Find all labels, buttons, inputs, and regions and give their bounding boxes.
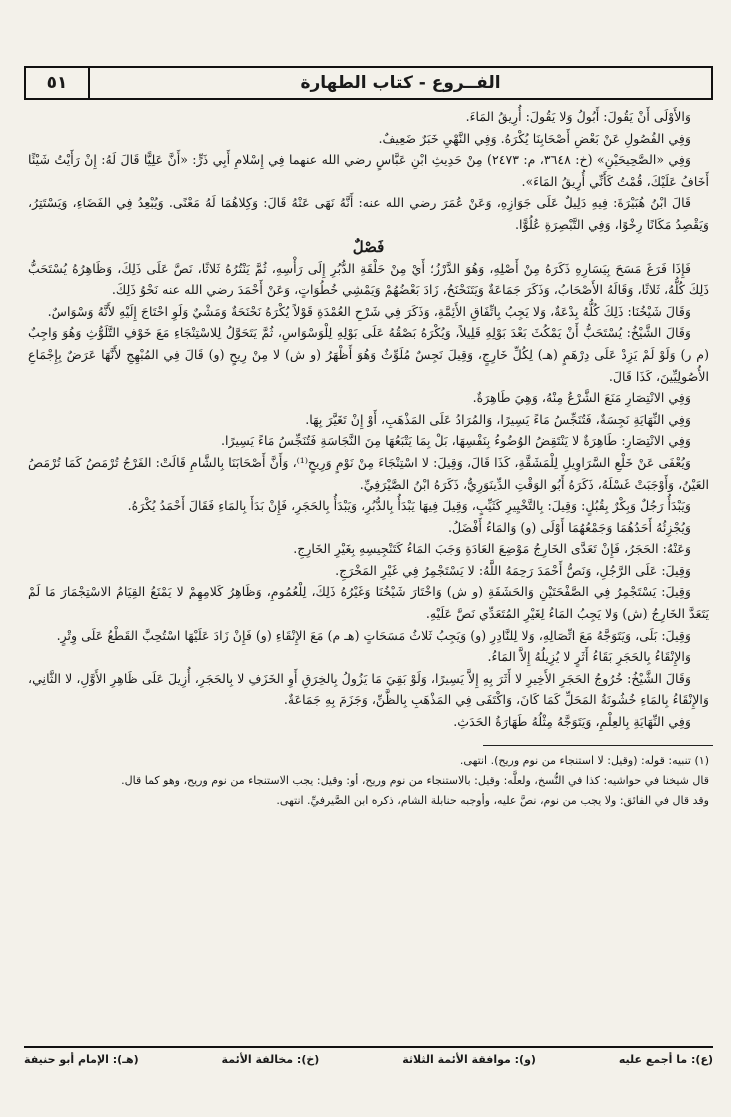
paragraph: وَيُجْزِئُهُ أَحَدُهُمَا وَجَمْعُهُمَا أَوْلَى (و) وَالمَاءُ أَفْضَلُ. xyxy=(447,519,691,535)
legend-item: (هـ): الإمام أبو حنيفة xyxy=(24,1053,139,1066)
legend-item: (ع): ما أجمع عليه xyxy=(618,1053,713,1066)
header-title: الفــروع - كتاب الطهارة xyxy=(300,73,501,93)
paragraph: وَالأَوْلَى أَنْ يَقُولَ: أَبُولُ وَلا يَقُولَ: أُرِيقُ المَاءَ. xyxy=(465,109,691,124)
paragraph: وَفِي الانْتِصَارِ مَنَعَ الشَّرْعُ مِنْهُ، وَهِيَ طَاهِرَةٌ. xyxy=(472,390,691,406)
page-number: ٥١ xyxy=(26,68,90,98)
footnote: قال شيخنا في حواشيه: كذا في النُّسخ، ولعلَّه: وقيل: بالاستنجاء من نوم وريح، أو: وقيل: يجب الاستنجاء من نوم وريح، وهو كما قال. xyxy=(121,773,709,787)
section-heading: فَصْلٌ xyxy=(352,237,385,256)
paragraph: وَفِي النِّهَايَةِ بِالعِلْمِ، وَيَتَوَجَّهُ مِثْلُهُ طَهَارَةُ الحَدَثِ. xyxy=(453,714,691,730)
paragraph: وَقَالَ الشَّيْخُ: يُسْتَحَبُّ أَنْ يَمْكُثَ بَعْدَ بَوْلِهِ قَلِيلاً، وَيُكْرَهُ بَصْقُهُ عَلَى بَوْلِهِ لِلْوَسْوَاسِ، ثُمَّ يَتَحَوَّلُ لِلاسْتِنْجَاءِ مَعَ خَوْفِ التَّلَوُّثِ وَهُوَ وَاجِبٌ (م ر) وَلَوْ لَمْ يَزِدْ عَلَى دِرْهَمٍ (هـ) لِكُلِّ خَارِجٍ، وَقِيلَ نَجِسٌ مُلَوِّثٌ وَهُوَ أَظْهَرُ (و ش) لا مِنْ رِيحٍ (و) قَالَ فِي المُبْهِجِ لأَنَّهَا عَرَضٌ بِإِجْمَاعِ الأُصُولِيِّينَ، كَذَا قَالَ. xyxy=(28,325,709,384)
legend-item: (و): موافقة الأئمة الثلاثة xyxy=(402,1053,536,1066)
footnote: وقد قال في الفائق: ولا يجب من نوم، نصَّ عليه، وأوجبه حنابلة الشام، ذكره ابن الصَّيرفيِّ. انتهى. xyxy=(276,793,709,807)
paragraph: وَقَالَ شَيْخُنَا: ذَلِكَ كُلُّهُ بِدْعَةٌ، وَلا يَجِبُ بِاتِّفَاقِ الأَئِمَّةِ، وَذَكَرَ فِي شَرْحِ العُمْدَةِ قَوْلاً يُكْرَهُ نَحْنَحَةٌ وَمَشْيٌ وَلَوِ احْتَاجَ إِلَيْهِ لأَنَّهُ وَسْوَاسٌ. xyxy=(47,303,691,319)
paragraph: وَقِيلَ: عَلَى الرَّجُلِ، وَنَصُّ أَحْمَدَ رَحِمَهُ اللَّهُ: لا يَسْتَجْمِرُ فِي غَيْرِ المَخْرَجِ. xyxy=(335,562,691,578)
paragraph: وَقِيلَ: يَسْتَجْمِرُ فِي الصَّفْحَتَيْنِ وَالحَشَفَةِ (و ش) وَاخْتَارَ شَيْخُنَا وَغَيْرُهُ ذَلِكَ، لِلْعُمُومِ، وَظَاهِرُ كَلامِهِمْ لا يَمْنَعُ القِيَامُ الاسْتِجْمَارَ مَا لَمْ يَتَعَدَّ الخَارِجُ (ش) وَلا يَجِبُ المَاءُ لِغَيْرِ المُتَعَدِّي نَصَّ عَلَيْهِ. xyxy=(28,584,709,622)
paragraph: وَفِي النِّهَايَةِ نَجِسَةٌ، فَتُنَجِّسُ مَاءً يَسِيرًا، وَالمُرَادُ عَلَى المَذْهَبِ، أَوْ إِنْ تَغَيَّرَ بِهَا. xyxy=(305,411,691,427)
paragraph: فَإِذَا فَرَغَ مَسَحَ بِيَسَارِهِ ذَكَرَهُ مِنْ أَصْلِهِ، وَهُوَ الدَّرْزُ؛ أَيْ مِنْ حَلْقَةِ الدُّبُرِ إِلَى رَأْسِهِ، ثُمَّ يَنْتُرُهُ ثَلاثًا، نَصَّ عَلَى ذَلِكَ، وَظَاهِرُهُ يُسْتَحَبُّ ذَلِكَ كُلُّهُ، ثَلاثًا، وَقَالَهُ الأَصْحَابُ، وَذَكَرَ جَمَاعَةٌ وَيَتَنَحْنَحُ، زَادَ بَعْضُهُمْ وَيَمْشِي خُطُوَاتٍ، وَعَنْ أَحْمَدَ رضي الله عنه نَحْوُ ذَلِكَ. xyxy=(28,260,709,298)
running-header xyxy=(24,66,713,100)
abbreviation-legend xyxy=(24,1046,713,1066)
paragraph: وَيَبْدَأُ رَجُلٌ وَبِكْرٌ بِقُبُلٍ: وَقِيلَ: بِالتَّخْيِيرِ كَثَيِّبٍ، وَقِيلَ فِيهَا يَبْدَأُ بِالدُّبُرِ، وَيَبْدَأُ بِالحَجَرِ، فَإِنْ بَدَأَ بِالمَاءِ فَقَالَ أَحْمَدُ يُكْرَهُ. xyxy=(127,498,691,514)
paragraph: وَالإِنْقَاءُ بِالحَجَرِ بَقَاءُ أَثَرٍ لا يُزِيلُهُ إِلاَّ المَاءُ. xyxy=(487,649,691,665)
paragraph: وَقَالَ الشَّيْخُ: خُرُوجُ الحَجَرِ الأَخِيرِ لا أَثَرَ بِهِ إِلاَّ يَسِيرًا، وَلَوْ بَقِيَ مَا يَزُولُ بِالخِرَقِ أَوِ الخَزَفِ لا بِالحَجَرِ، أُزِيلَ عَلَى ظَاهِرِ الأَوَّلِ، لا الثَّانِي، وَالإِنْقَاءُ بِالمَاءِ خُشُونَةُ المَحَلِّ كَمَا كَانَ، وَاكْتَفَى فِي المَذْهَبِ بِالظَّنِّ، وَجَزَمَ بِهِ جَمَاعَةٌ. xyxy=(28,670,709,708)
page xyxy=(24,66,713,812)
paragraph: قَالَ ابْنُ هُبَيْرَةَ: فِيهِ دَلِيلٌ عَلَى جَوَازِهِ، وَعَنْ عُمَرَ رضي الله عنه: أَنَّهُ نَهَى عَنْهُ قَالَ: وَكِلاهُمَا لَهُ مَعْنًى. وَيُبْعِدُ فِي الفَضَاءِ، وَيَسْتَتِرُ، وَيَقْصِدُ مَكَانًا رِخْوًا، وَفِي التَّبْصِرَةِ عُلُوًّا. xyxy=(28,195,709,232)
paragraph: وَفِي الفُصُولِ عَنْ بَعْضِ أَصْحَابِنَا يُكْرَهُ. وَفِي النَّهْيِ خَبَرٌ ضَعِيفٌ. xyxy=(378,130,691,146)
paragraph: وَفِي «الصَّحِيحَيْنِ» (خ: ٣٦٤٨، م: ٢٤٧٣) مِنْ حَدِيثِ ابْنِ عَبَّاسٍ رضي الله عنهما فِي إِسْلامِ أَبِي ذَرٍّ: «أَنَّ عَلِيًّا قَالَ لَهُ: إِنْ رَأَيْتُ شَيْئًا أَخَافُ عَلَيْكَ، قُمْتُ كَأَنِّي أُرِيقُ المَاءَ». xyxy=(28,152,709,189)
paragraph: وَفِي الانْتِصَارِ: طَاهِرَةٌ لا يَنْتَقِضُ الوُضُوءُ بِنَفْسِهَا، بَلْ بِمَا يَتْبَعُهَا مِنَ النَّجَاسَةِ فَتُنَجِّسُ مَاءً يَسِيرًا. xyxy=(221,433,691,449)
footnotes xyxy=(24,752,713,810)
legend-item: (خ): مخالفة الأئمة xyxy=(221,1053,320,1066)
main-text xyxy=(24,106,713,733)
paragraph: وَعَنْهُ: الحَجَرُ، فَإِنْ تَعَدَّى الخَارِجُ مَوْضِعَ العَادَةِ وَجَبَ المَاءُ كَتَنْجِيسِهِ بِغَيْرِ الخَارِجِ. xyxy=(293,541,691,557)
paragraph: وَيُعْفَى عَنْ خَلْعِ السَّرَاوِيلِ لِلْمَشَقَّةِ، كَذَا قَالَ، وَقِيلَ: لا اسْتِنْجَاءَ مِنْ نَوْمٍ وَرِيحٍ⁽¹⁾، وَأَنَّ أَصْحَابَنَا بِالشَّامِ قَالَتْ: الفَرْجُ تُرْمَصُ كَمَا تُرْمَصُ العَيْنُ، وَأَوْجَبَتْ غَسْلَهُ، ذَكَرَهُ أَبُو الوَقْتِ الدِّينَوَرِيُّ، ذَكَرَهُ ابْنُ الصَّيْرَفِيِّ. xyxy=(28,454,709,492)
footnote: (١) تنبيه: قوله: (وقيل: لا استنجاء من نوم وريح). انتهى. xyxy=(459,753,709,767)
footnote-separator xyxy=(483,745,713,746)
paragraph: وَقِيلَ: بَلَى، وَيَتَوَجَّهُ مَعَ اتِّصَالِهِ، وَلا لِلنَّادِرِ (و) وَيَجِبُ ثَلاثُ مَسَحَاتٍ (هـ م) مَعَ الإِنْقَاءِ (و) فَإِنْ زَادَ عَلَيْهَا اسْتُحِبَّ القَطْعُ عَلَى وِتْرٍ. xyxy=(56,627,691,643)
